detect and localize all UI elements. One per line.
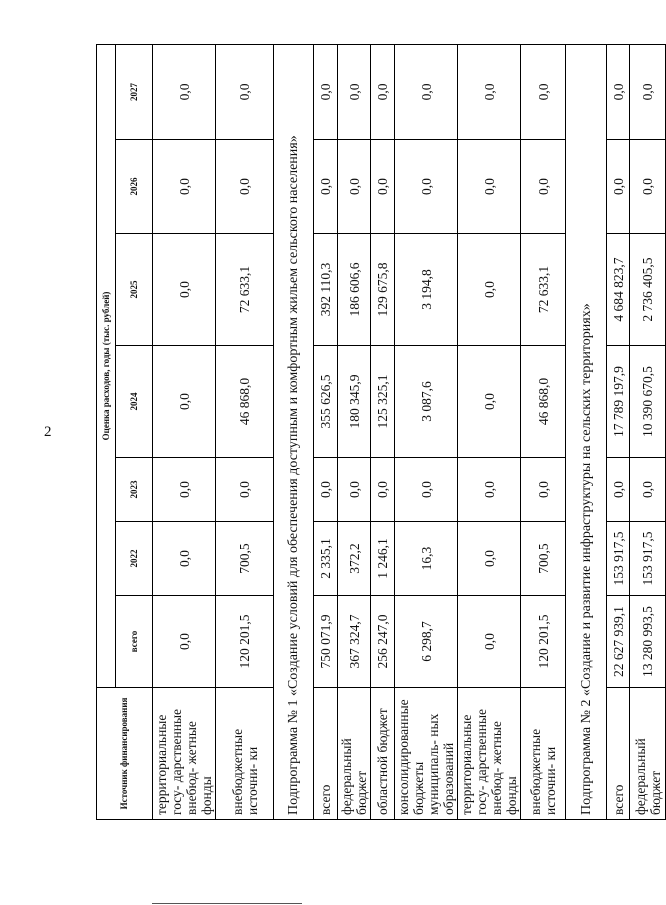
col-header: 2025 (116, 234, 153, 346)
col-header: 2024 (116, 346, 153, 458)
value-cell: 0,0 (607, 140, 630, 234)
value-cell: 0,0 (338, 458, 371, 522)
source-header: Источник финансирования (97, 688, 153, 820)
col-header: 2023 (116, 458, 153, 522)
estimate-header: Оценка расходов, годы (тыс. рублей) (97, 44, 116, 687)
value-cell: 153 917,5 (630, 522, 666, 596)
value-cell: 372,2 (338, 522, 371, 596)
value-cell: 0,0 (153, 458, 216, 522)
value-cell: 0,0 (371, 458, 395, 522)
value-cell: 0,0 (458, 596, 521, 688)
value-cell: 0,0 (395, 458, 458, 522)
value-cell: 0,0 (153, 522, 216, 596)
value-cell: 0,0 (395, 140, 458, 234)
row-label: внебюджетные источни- ки (521, 688, 566, 820)
table-row (395, 44, 458, 819)
value-cell: 0,0 (630, 44, 666, 139)
value-cell: 355 626,5 (314, 346, 338, 458)
value-cell: 0,0 (153, 140, 216, 234)
table-row (607, 44, 630, 819)
col-header: 2022 (116, 522, 153, 596)
value-cell: 367 324,7 (338, 596, 371, 688)
table-row (521, 44, 566, 819)
value-cell: 180 345,9 (338, 346, 371, 458)
value-cell: 0,0 (216, 458, 274, 522)
page-number: 2 (44, 424, 52, 440)
value-cell: 153 917,5 (607, 522, 630, 596)
value-cell: 0,0 (338, 140, 371, 234)
value-cell: 0,0 (314, 458, 338, 522)
value-cell: 0,0 (314, 44, 338, 139)
value-cell: 4 684 823,7 (607, 234, 630, 346)
subprogram-title: Подпрограмма № 2 «Создание и развитие инфраструктуры на сельских территориях» (566, 44, 607, 819)
row-label: федеральный бюджет (338, 688, 371, 820)
value-cell: 0,0 (371, 44, 395, 139)
row-label: территориальные госу- дарственные внебюд- жетные фонды (153, 688, 216, 820)
value-cell: 72 633,1 (216, 234, 274, 346)
value-cell: 0,0 (338, 44, 371, 139)
value-cell: 700,5 (521, 522, 566, 596)
table-row (216, 44, 274, 819)
value-cell: 0,0 (458, 140, 521, 234)
value-cell: 22 627 939,1 (607, 596, 630, 688)
value-cell: 256 247,0 (371, 596, 395, 688)
row-label: территориальные госу- дарственные внебюд- жетные фонды (458, 688, 521, 820)
value-cell: 3 087,6 (395, 346, 458, 458)
bottom-rule (152, 903, 302, 904)
value-cell: 13 280 993,5 (630, 596, 666, 688)
value-cell: 392 110,3 (314, 234, 338, 346)
value-cell: 0,0 (607, 44, 630, 139)
row-label: областной бюджет (371, 688, 395, 820)
value-cell: 0,0 (153, 234, 216, 346)
value-cell: 6 298,7 (395, 596, 458, 688)
value-cell: 0,0 (607, 458, 630, 522)
financing-table (96, 44, 666, 820)
value-cell: 0,0 (458, 44, 521, 139)
value-cell: 0,0 (521, 140, 566, 234)
table-row (338, 44, 371, 819)
table-row (314, 44, 338, 819)
value-cell: 0,0 (458, 346, 521, 458)
value-cell: 16,3 (395, 522, 458, 596)
row-label: всего (607, 688, 630, 820)
value-cell: 0,0 (630, 140, 666, 234)
value-cell: 0,0 (458, 234, 521, 346)
value-cell: 0,0 (458, 522, 521, 596)
row-label: федеральный бюджет (630, 688, 666, 820)
row-label: всего (314, 688, 338, 820)
value-cell: 72 633,1 (521, 234, 566, 346)
subprogram-row (566, 44, 607, 819)
table-row (630, 44, 666, 819)
rotated-table-wrapper (96, 45, 663, 820)
value-cell: 0,0 (458, 458, 521, 522)
col-header: 2027 (116, 44, 153, 139)
value-cell: 0,0 (216, 44, 274, 139)
value-cell: 2 736 405,5 (630, 234, 666, 346)
subprogram-row (274, 44, 314, 819)
value-cell: 0,0 (395, 44, 458, 139)
value-cell: 46 868,0 (521, 346, 566, 458)
value-cell: 0,0 (371, 140, 395, 234)
col-header: 2026 (116, 140, 153, 234)
header-row-1 (97, 44, 116, 819)
value-cell: 17 789 197,9 (607, 346, 630, 458)
value-cell: 700,5 (216, 522, 274, 596)
value-cell: 0,0 (153, 596, 216, 688)
value-cell: 0,0 (153, 346, 216, 458)
value-cell: 120 201,5 (216, 596, 274, 688)
value-cell: 0,0 (521, 44, 566, 139)
row-label: консолидированные бюджеты муниципаль- ных образований (395, 688, 458, 820)
table-row (458, 44, 521, 819)
value-cell: 186 606,6 (338, 234, 371, 346)
value-cell: 0,0 (521, 458, 566, 522)
col-header: всего (116, 596, 153, 688)
value-cell: 0,0 (630, 458, 666, 522)
value-cell: 0,0 (314, 140, 338, 234)
value-cell: 120 201,5 (521, 596, 566, 688)
subprogram-title: Подпрограмма № 1 «Создание условий для обеспечения доступным и комфортным жильем сельского населения» (274, 44, 314, 819)
table-row (153, 44, 216, 819)
value-cell: 46 868,0 (216, 346, 274, 458)
value-cell: 125 325,1 (371, 346, 395, 458)
value-cell: 0,0 (153, 44, 216, 139)
table-body (97, 44, 666, 819)
value-cell: 1 246,1 (371, 522, 395, 596)
value-cell: 129 675,8 (371, 234, 395, 346)
value-cell: 750 071,9 (314, 596, 338, 688)
value-cell: 0,0 (216, 140, 274, 234)
value-cell: 10 390 670,5 (630, 346, 666, 458)
table-row (371, 44, 395, 819)
value-cell: 3 194,8 (395, 234, 458, 346)
row-label: внебюджетные источни- ки (216, 688, 274, 820)
value-cell: 2 335,1 (314, 522, 338, 596)
